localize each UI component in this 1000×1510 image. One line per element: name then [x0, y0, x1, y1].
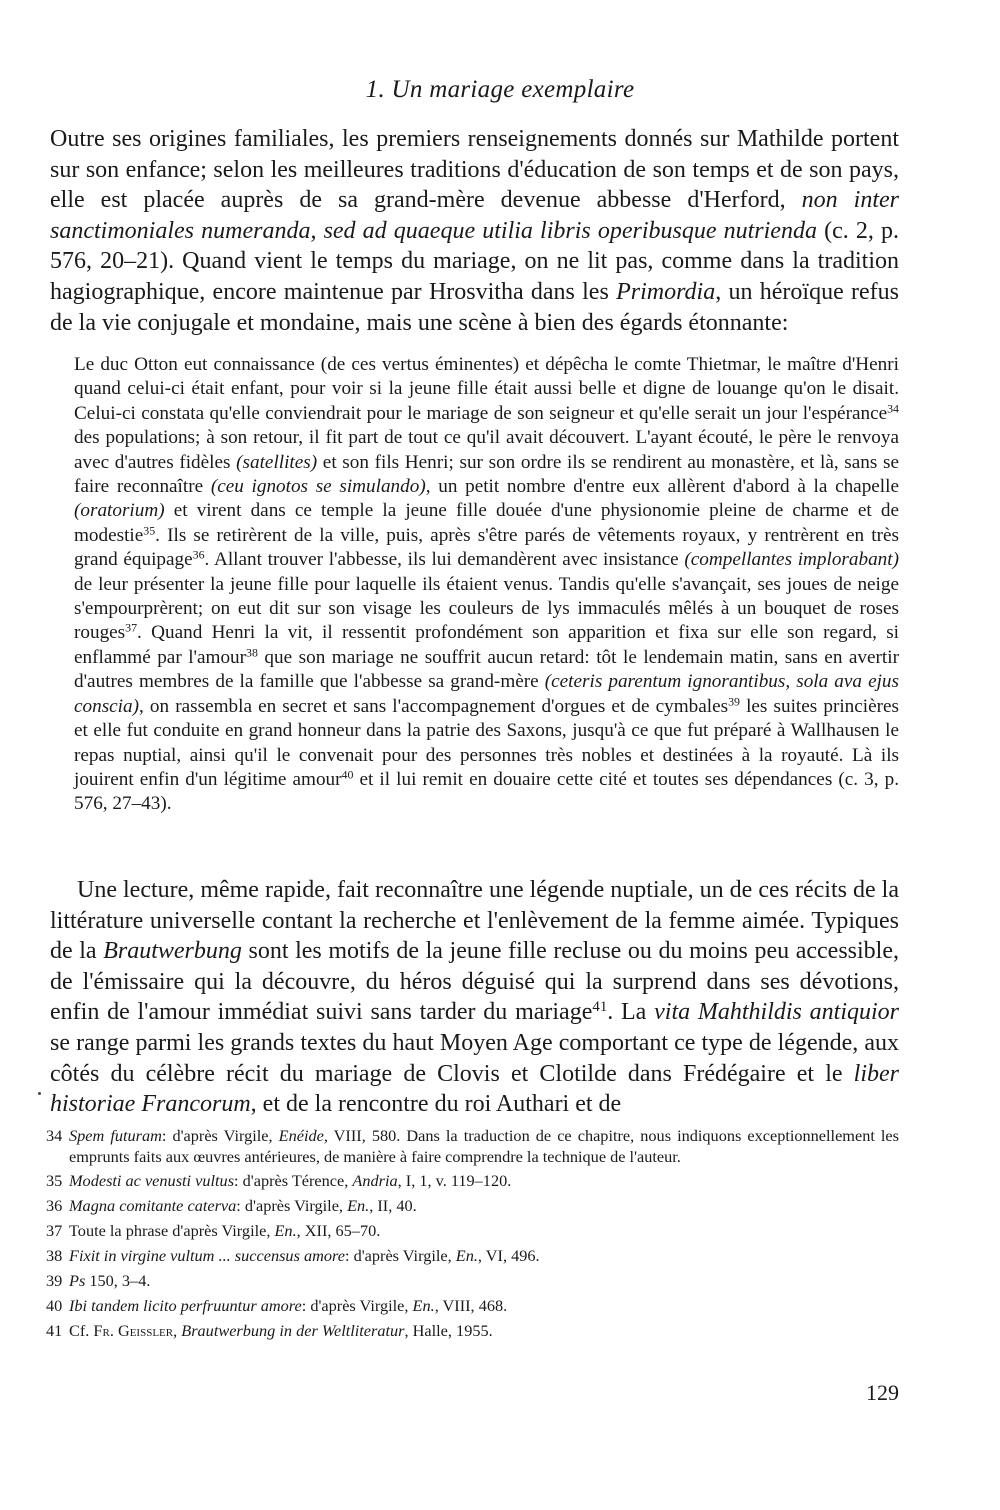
quote-text: . Ils se retirèrent de la ville, puis, après s'être parés de vêtements royaux, y rentrèrent en très grand équipage — [74, 524, 899, 571]
quote-text: . Quand Henri la vit, il ressentit profondément son apparition et fixa sur elle son regard, si enflammé par l'amour — [74, 622, 899, 668]
latin-source: Fixit in virgine vultum ... succensus amore — [69, 1246, 345, 1266]
footnote-ref-34[interactable]: 34 — [887, 401, 899, 416]
latin-gloss: (satellites) — [236, 451, 318, 473]
text-run: se range parmi les grands textes du haut Moyen Age comportant ce type de légende, aux côtés du célèbre récit du mariage de Clovis et Clotilde dans Frédégaire et le — [50, 1029, 899, 1087]
latin-gloss: (ceu ignotos se simulando) — [210, 476, 426, 498]
work-title: En. — [347, 1196, 370, 1216]
quote-text: et virent dans ce temple la jeune fille douée d'une physionomie pleine de charme et de modestie — [74, 500, 899, 546]
footnote-number: 39 — [46, 1271, 63, 1291]
work-title: En. — [455, 1246, 478, 1266]
block-quotation — [74, 353, 899, 817]
latin-gloss: (ceteris parentum ignorantibus, sola ava ejus conscia) — [74, 671, 899, 717]
latin-gloss: (compellantes implorabant) — [684, 549, 899, 571]
footnote-ref-35[interactable]: 35 — [143, 523, 156, 538]
quote-text: et il lui remit en douaire cette cité et toutes ses dépendances (c. 3, p. 576, 27–43). — [74, 768, 899, 815]
paragraph-1 — [50, 124, 899, 338]
footnote-ref-38[interactable]: 38 — [246, 645, 258, 660]
quote-text: , on rassembla en secret et sans l'accompagnement d'orgues et de cymbales — [139, 695, 729, 717]
footnote-text — [69, 1196, 899, 1217]
footnote-ref-37[interactable]: 37 — [125, 620, 138, 635]
footnote-34 — [46, 1126, 899, 1167]
footnote-ref-41[interactable]: 41 — [592, 999, 608, 1016]
latin-source: Magna comitante caterva — [69, 1196, 237, 1216]
text-run: , VIII, 580. Dans la traduction de ce chapitre, nous indiquons exceptionnellement les emprunts faits aux œuvres antérieures, de manière à faire comprendre la technique de l'auteur. — [69, 1126, 899, 1166]
text-run: , II, 40. — [369, 1196, 417, 1216]
text-run: , — [173, 1320, 182, 1340]
text-run: , VI, 496. — [477, 1246, 540, 1266]
text-run: , et de la rencontre du roi Authari et de — [250, 1091, 622, 1118]
text-run: (c. 2, p. 576, 20–21). Quand vient le temps du mariage, on ne lit pas, comme dans la tradition hagiographique, encore maintenue par Hrosvitha dans les — [50, 217, 899, 305]
footnote-number: 36 — [46, 1196, 63, 1216]
page-number: 129 — [866, 1380, 899, 1405]
text-run: : d'après Virgile, — [301, 1295, 413, 1315]
text-run: , un héroïque refus de la vie conjugale et mondaine, mais une scène à bien des égards étonnante: — [50, 278, 899, 336]
work-title: Andria — [352, 1171, 398, 1191]
footnote-40 — [46, 1296, 899, 1317]
footnote-text — [69, 1221, 899, 1242]
text-run: Outre ses origines familiales, les premiers renseignements donnés sur Mathilde portent sur son enfance; selon les meilleures traditions d'éducation de son temps et de son pays, elle est placée auprès de sa grand-mère devenue abbesse d'Herford, — [50, 126, 899, 214]
work-title: Ps — [69, 1271, 86, 1291]
latin-source: Ibi tandem licito perfruuntur amore — [69, 1295, 302, 1315]
text-run: : d'après Térence, — [234, 1171, 353, 1191]
footnote-35 — [46, 1171, 899, 1192]
text-run: : d'après Virgile, — [236, 1196, 348, 1216]
footnotes — [46, 1126, 899, 1346]
work-title: Enéide — [278, 1126, 324, 1145]
quote-text: que son mariage ne souffrit aucun retard: tôt le lendemain matin, sans en avertir d'autres membres de la famille que l'abbesse sa grand-mère — [74, 646, 899, 693]
footnote-41 — [46, 1321, 899, 1342]
footnote-ref-40[interactable]: 40 — [341, 767, 354, 782]
text-run: 150, 3–4. — [85, 1271, 151, 1291]
section-heading: 1. Un mariage exemplaire — [365, 76, 635, 103]
text-run: Toute la phrase d'après Virgile, — [69, 1221, 275, 1241]
text-run: , VIII, 468. — [434, 1295, 508, 1315]
text-run: : d'après Virgile, — [344, 1246, 456, 1266]
footnote-text — [69, 1126, 899, 1167]
work-title: En. — [274, 1221, 297, 1241]
work-title: Primordia — [616, 278, 716, 305]
text-run: . La — [607, 999, 655, 1026]
footnote-39 — [46, 1271, 899, 1292]
quote-text: . Allant trouver l'abbesse, ils lui demandèrent avec insistance — [204, 549, 685, 571]
quote-text: et son fils Henri; sur son ordre ils se rendirent au monastère, et là, sans se faire reconnaître — [74, 451, 899, 498]
footnote-37 — [46, 1221, 899, 1242]
footnote-number: 34 — [46, 1126, 63, 1145]
work-title: liber historiae Francorum — [50, 1060, 899, 1118]
paragraph-2 — [50, 875, 899, 1120]
footnote-text — [69, 1296, 899, 1317]
stray-mark — [38, 1092, 41, 1095]
footnote-text — [69, 1321, 899, 1342]
footnote-number: 41 — [46, 1320, 63, 1340]
text-run: , XII, 65–70. — [296, 1221, 381, 1241]
footnote-number: 35 — [46, 1171, 63, 1191]
latin-quotation: non inter sanctimoniales numeranda, sed ad quaeque utilia libris operibusque nutrienda — [50, 187, 899, 244]
latin-source: Modesti ac venusti vultus — [69, 1171, 235, 1191]
latin-gloss: (oratorium) — [74, 500, 165, 522]
quote-text: de leur présenter la jeune fille pour laquelle ils étaient venus. Tandis qu'elle s'avançait, ses joues de neige s'empourprèrent; on eut dit sur son visage les couleurs de lys immaculés mêlés à un bouquet de roses rouges — [74, 573, 899, 644]
term: Brautwerbung — [103, 938, 242, 965]
quote-text: les suites princières et elle fut conduite en grand honneur dans la patrie des Saxons, jusqu'à ce que fut préparé à Wallhausen le repas nuptial, ainsi qu'il le convenait pour des personnes très nobles et destinées à la royauté. Là ils jouirent enfin d'un légitime amour — [74, 695, 899, 790]
text-run: Une lecture, même rapide, fait reconnaître une légende nuptiale, un de ces récits de la littérature universelle contant la recherche et l'enlèvement de la femme aimée. Typiques de la — [50, 877, 899, 965]
work-title: Brautwerbung in der Weltliteratur — [181, 1320, 405, 1340]
quote-text: Le duc Otton eut connaissance (de ces vertus éminentes) et dépêcha le comte Thietmar, le maître d'Henri quand celui-ci était enfant, pour voir si la jeune fille était aussi belle et digne de louange qu'on le disait. Celui-ci constata qu'elle conviendrait pour le mariage de son seigneur et qu'elle serait un jour l'espérance — [74, 354, 899, 424]
footnote-text — [69, 1271, 899, 1292]
text-run: sont les motifs de la jeune fille recluse ou du moins peu accessible, de l'émissaire qui la découvre, du héros déguisé qui la surprend dans ses dévotions, enfin de l'amour immédiat suivi sans tarder du mariage — [50, 938, 899, 1026]
footnote-text — [69, 1246, 899, 1267]
footnote-38 — [46, 1246, 899, 1267]
footnote-number: 40 — [46, 1295, 63, 1315]
text-run: , I, 1, v. 119–120. — [397, 1171, 512, 1191]
footnote-text — [69, 1171, 899, 1192]
footnote-36 — [46, 1196, 899, 1217]
work-title: vita Mahthildis antiquior — [654, 999, 900, 1026]
author-name: Fr. Geissler — [93, 1320, 174, 1340]
work-title: En. — [412, 1295, 435, 1315]
text-run: Cf. — [69, 1320, 94, 1340]
text-run: : d'après Virgile, — [161, 1126, 279, 1145]
footnote-number: 37 — [46, 1221, 63, 1241]
quote-text: des populations; à son retour, il fit part de tout ce qu'il avait découvert. L'ayant écouté, le père le renvoya avec d'autres fidèles — [74, 427, 899, 473]
latin-source: Spem futuram — [69, 1126, 162, 1145]
text-run: , Halle, 1955. — [404, 1320, 493, 1340]
footnote-number: 38 — [46, 1246, 63, 1266]
footnote-ref-36[interactable]: 36 — [192, 547, 205, 562]
footnote-ref-39[interactable]: 39 — [728, 694, 740, 709]
quote-text: , un petit nombre d'entre eux allèrent d'abord à la chapelle — [425, 476, 899, 498]
